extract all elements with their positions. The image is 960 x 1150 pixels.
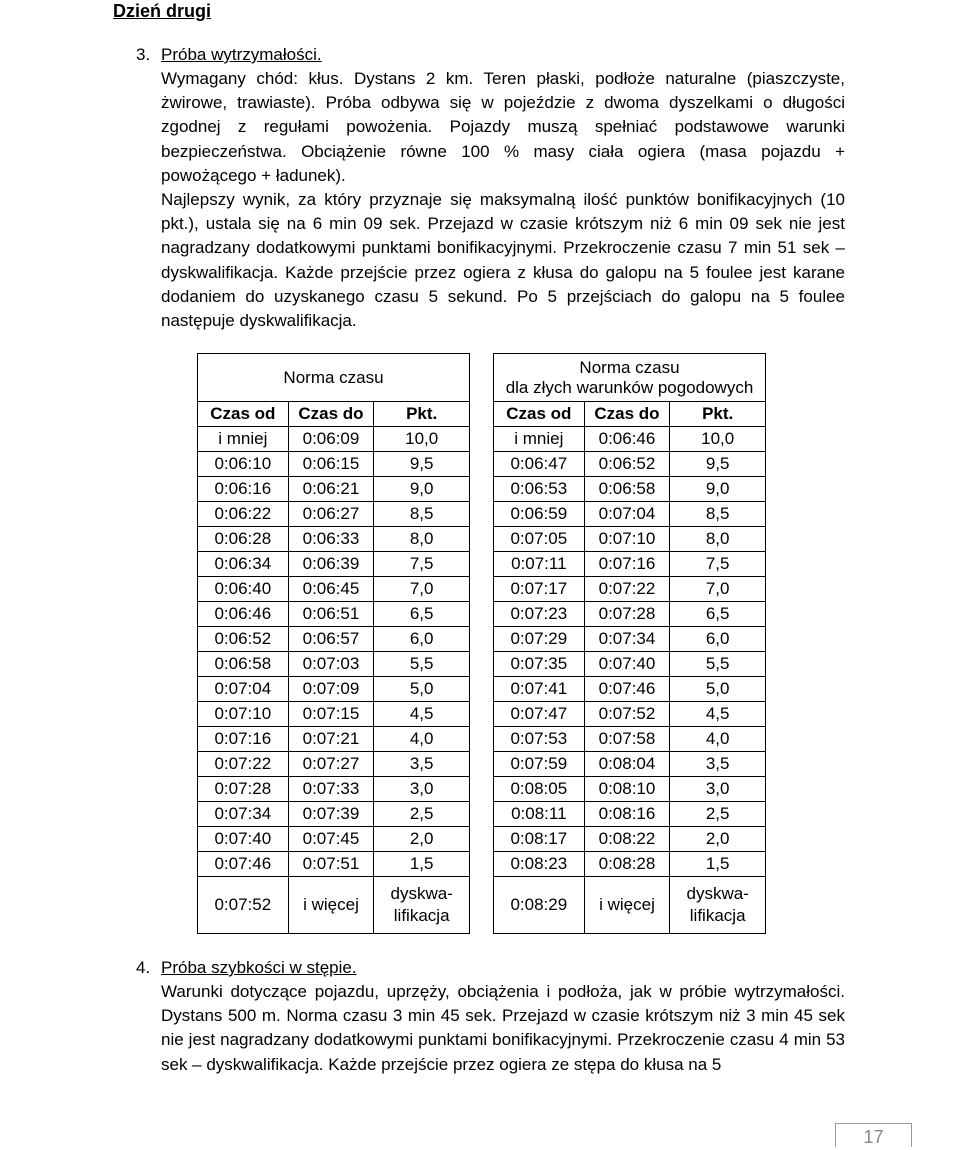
cell-time-to: 0:06:33 [288,527,374,552]
cell-points: 1,5 [374,852,470,877]
cell-time-to: i więcej [584,877,670,934]
cell-points: 10,0 [374,427,470,452]
cell-time-to: 0:07:21 [288,727,374,752]
cell-time-from: 0:06:59 [494,502,585,527]
section-4-number: 4. [136,958,151,977]
cell-time-from: 0:07:17 [494,577,585,602]
section-4-paragraph: Warunki dotyczące pojazdu, uprzęży, obciążenia i podłoża, jak w próbie wytrzymałości. Dystans 500 m. Norma czasu 3 min 45 sek. Przejazd w czasie krótszym niż 3 min 45 sek nie jest nagradzany dodatkowymi punktami bonifikacyjnymi. Przekroczenie czasu 4 min 53 sek – dyskwalifikacja. Każde przejście przez ogiera ze stępa do kłusa na 5 [161,982,845,1074]
cell-time-from: 0:06:58 [198,652,289,677]
cell-points: 5,5 [374,652,470,677]
table-row [198,477,470,502]
table-row [494,577,766,602]
cell-time-from: 0:07:28 [198,777,289,802]
cell-time-to: 0:07:28 [584,602,670,627]
cell-points: 2,0 [670,827,766,852]
cell-points: 5,0 [670,677,766,702]
cell-time-to: 0:07:15 [288,702,374,727]
cell-time-to: 0:06:21 [288,477,374,502]
cell-points: 3,0 [374,777,470,802]
cell-time-from: 0:08:17 [494,827,585,852]
cell-points [374,877,470,934]
table-row [494,702,766,727]
cell-points: 2,0 [374,827,470,852]
cell-time-to: 0:08:28 [584,852,670,877]
cell-time-from: 0:07:34 [198,802,289,827]
cell-time-from: 0:07:22 [198,752,289,777]
cell-time-from: 0:07:59 [494,752,585,777]
cell-time-to: 0:07:16 [584,552,670,577]
cell-points: 7,5 [670,552,766,577]
cell-time-from: 0:07:40 [198,827,289,852]
cell-time-to: 0:07:52 [584,702,670,727]
table-row [494,527,766,552]
cell-time-from: 0:07:23 [494,602,585,627]
cell-points: 9,5 [374,452,470,477]
cell-time-to: 0:06:57 [288,627,374,652]
section-3-number: 3. [136,45,151,64]
cell-points: 2,5 [374,802,470,827]
bad-weather-time-norm-table [493,353,766,934]
section-4-title: Próba szybkości w stępie. [161,958,357,977]
table-row [198,752,470,777]
cell-points: 9,0 [374,477,470,502]
cell-line: dyskwa- [390,884,453,903]
cell-time-from: 0:07:05 [494,527,585,552]
cell-time-to: 0:07:10 [584,527,670,552]
cell-points: 8,5 [374,502,470,527]
cell-time-from: 0:07:41 [494,677,585,702]
cell-time-to: 0:07:03 [288,652,374,677]
cell-points: 3,5 [670,752,766,777]
cell-points: 7,0 [374,577,470,602]
cell-time-to: 0:07:04 [584,502,670,527]
cell-time-from: 0:07:11 [494,552,585,577]
column-header-to: Czas do [584,402,670,427]
cell-time-from: 0:06:22 [198,502,289,527]
cell-time-to: 0:08:04 [584,752,670,777]
table-row [494,727,766,752]
cell-line: lifikacja [689,906,746,925]
section-3-body [161,67,845,333]
cell-points: 6,5 [670,602,766,627]
table-row [494,552,766,577]
table-row [494,652,766,677]
section-3-paragraph-2: Najlepszy wynik, za który przyznaje się maksymalną ilość punktów bonifikacyjnych (10 pkt.), ustala się na 6 min 09 sek. Przejazd w czasie krótszym niż 6 min 09 sek nie jest nagradzany dodatkowymi punktami bonifikacyjnymi. Przekroczenie czasu 7 min 51 sek – dyskwalifikacja. Każde przejście przez ogiera z kłusa do galopu na 5 foulee jest karane dodaniem do uzyskanego czasu 5 sekund. Po 5 przejściach do galopu na 5 foulee następuje dyskwalifikacja. [161,190,845,331]
cell-points: 4,0 [670,727,766,752]
cell-time-from: 0:08:29 [494,877,585,934]
cell-time-from: 0:06:40 [198,577,289,602]
cell-points: 2,5 [670,802,766,827]
table-row [494,627,766,652]
cell-points: 9,5 [670,452,766,477]
table-row [198,777,470,802]
table-row [198,452,470,477]
cell-points: 5,5 [670,652,766,677]
cell-points: 8,5 [670,502,766,527]
table-row [494,852,766,877]
cell-points: 1,5 [670,852,766,877]
column-header-points: Pkt. [670,402,766,427]
column-header-points: Pkt. [374,402,470,427]
cell-time-to: 0:08:10 [584,777,670,802]
cell-time-from: 0:06:46 [198,602,289,627]
section-3-title: Próba wytrzymałości. [161,45,322,64]
cell-time-to: 0:07:33 [288,777,374,802]
cell-points: 4,0 [374,727,470,752]
cell-time-to: 0:07:39 [288,802,374,827]
cell-points: 3,5 [374,752,470,777]
table-row [494,802,766,827]
cell-time-to: 0:06:58 [584,477,670,502]
table-row [198,527,470,552]
cell-points: 7,5 [374,552,470,577]
table-row [494,777,766,802]
table-row [198,577,470,602]
time-norm-table-title: Norma czasu [198,354,470,402]
cell-time-from: i mniej [494,427,585,452]
cell-points: 6,0 [374,627,470,652]
cell-time-from: 0:07:16 [198,727,289,752]
table-row [198,652,470,677]
cell-points: 8,0 [374,527,470,552]
cell-time-from: 0:07:35 [494,652,585,677]
cell-time-from: 0:06:10 [198,452,289,477]
table-row [198,702,470,727]
cell-points: 10,0 [670,427,766,452]
cell-time-to: 0:07:58 [584,727,670,752]
cell-time-to: 0:06:39 [288,552,374,577]
page-number: 17 [835,1123,912,1147]
cell-time-to: 0:08:22 [584,827,670,852]
section-3-heading [136,43,322,67]
cell-time-from: 0:08:05 [494,777,585,802]
cell-line: lifikacja [393,906,450,925]
cell-points: 5,0 [374,677,470,702]
cell-time-to: 0:06:15 [288,452,374,477]
table-row [198,502,470,527]
table-row [198,677,470,702]
cell-time-from: 0:06:47 [494,452,585,477]
cell-time-to: 0:07:27 [288,752,374,777]
table-row [198,427,470,452]
time-norm-table [197,353,470,934]
cell-points: 4,5 [374,702,470,727]
cell-points: 3,0 [670,777,766,802]
table-row [198,827,470,852]
table-row [494,502,766,527]
cell-time-from: 0:08:23 [494,852,585,877]
cell-time-to: 0:06:52 [584,452,670,477]
table-row [494,477,766,502]
cell-time-from: 0:08:11 [494,802,585,827]
cell-points: 6,5 [374,602,470,627]
cell-time-to: 0:07:34 [584,627,670,652]
cell-time-to: 0:07:09 [288,677,374,702]
table-row [198,627,470,652]
table-row [494,677,766,702]
cell-time-from: 0:06:52 [198,627,289,652]
cell-time-to: 0:07:22 [584,577,670,602]
table-row [198,877,470,934]
cell-time-from: 0:07:10 [198,702,289,727]
cell-time-from: i mniej [198,427,289,452]
day-title: Dzień drugi [113,1,211,21]
bad-weather-title-line-2: dla złych warunków pogodowych [505,377,754,397]
cell-time-from: 0:07:47 [494,702,585,727]
cell-points: 7,0 [670,577,766,602]
cell-points: 8,0 [670,527,766,552]
cell-time-from: 0:06:16 [198,477,289,502]
cell-time-from: 0:07:29 [494,627,585,652]
column-header-to: Czas do [288,402,374,427]
table-row [198,602,470,627]
cell-time-to: 0:07:51 [288,852,374,877]
cell-time-to: 0:07:45 [288,827,374,852]
table-row [198,802,470,827]
cell-time-from: 0:07:53 [494,727,585,752]
cell-time-to: 0:06:46 [584,427,670,452]
cell-time-to: i więcej [288,877,374,934]
cell-time-from: 0:06:28 [198,527,289,552]
cell-time-to: 0:06:09 [288,427,374,452]
cell-time-from: 0:06:34 [198,552,289,577]
cell-time-from: 0:06:53 [494,477,585,502]
cell-line: dyskwa- [686,884,749,903]
cell-time-from: 0:07:46 [198,852,289,877]
cell-time-from: 0:07:52 [198,877,289,934]
table-row [198,552,470,577]
column-header-from: Czas od [198,402,289,427]
table-row [494,877,766,934]
column-header-from: Czas od [494,402,585,427]
cell-time-from: 0:07:04 [198,677,289,702]
table-row [494,452,766,477]
table-row [494,752,766,777]
bad-weather-table-title [494,354,766,402]
table-row [494,602,766,627]
section-3-paragraph-1: Wymagany chód: kłus. Dystans 2 km. Teren płaski, podłoże naturalne (piaszczyste, żwirowe, trawiaste). Próba odbywa się w pojeździe z dwoma dyszelkami o długości zgodnej z regułami powożenia. Pojazdy muszą spełniać podstawowe warunki bezpieczeństwa. Obciążenie równe 100 % masy ciała ogiera (masa pojazdu + powożącego + ładunek). [161,69,845,185]
cell-points: 6,0 [670,627,766,652]
cell-time-to: 0:06:27 [288,502,374,527]
cell-time-to: 0:08:16 [584,802,670,827]
section-4-heading [136,956,357,980]
table-row [494,427,766,452]
cell-time-to: 0:06:45 [288,577,374,602]
cell-time-to: 0:06:51 [288,602,374,627]
section-4-body [161,980,845,1077]
cell-time-to: 0:07:40 [584,652,670,677]
cell-points [670,877,766,934]
cell-points: 9,0 [670,477,766,502]
cell-time-to: 0:07:46 [584,677,670,702]
table-row [494,827,766,852]
bad-weather-title-line-1: Norma czasu [579,357,680,377]
table-row [198,727,470,752]
cell-points: 4,5 [670,702,766,727]
table-row [198,852,470,877]
